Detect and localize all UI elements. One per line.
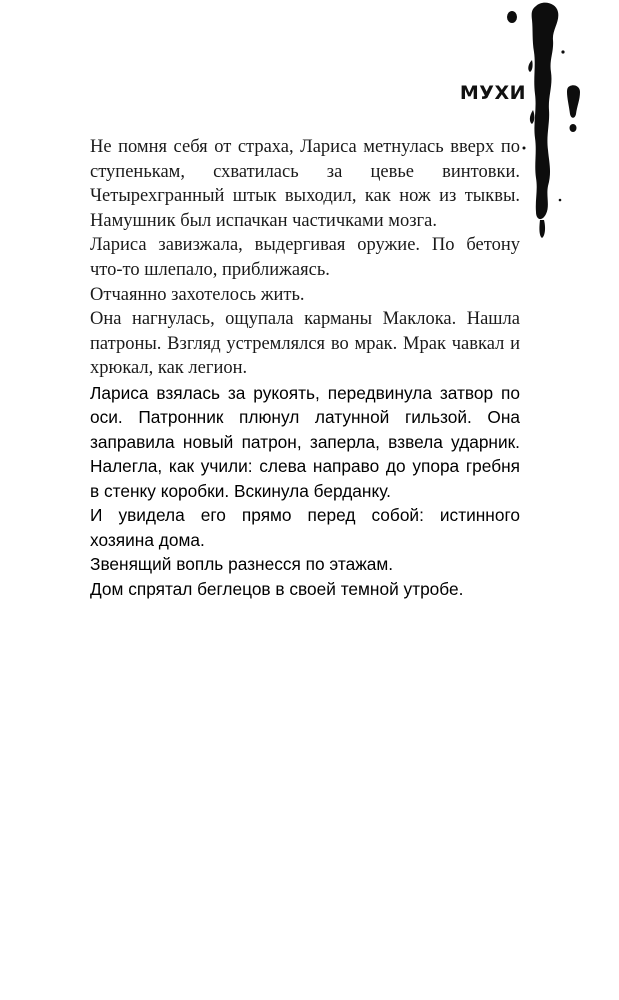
ink-dot: [507, 11, 517, 23]
paragraph: Лариса взялась за рукоять, передвинула затвор по оси. Патронник плюнул латунной гильзой. Она заправила новый патрон, заперла, взвела ударник. Налегла, как учили: слева направо до упора гребня в стенку коробки. Вскинула берданку.: [90, 382, 520, 501]
paragraph: Она нагнулась, ощупала карманы Маклока. Нашла патроны. Взгляд устремлялся во мрак. Мрак чавкал и хрюкал, как легион.: [90, 309, 520, 379]
ink-drip: [539, 220, 545, 238]
paragraph: Дом спрятал беглецов в своей темной утробе.: [90, 578, 464, 599]
paragraph: И увидела его прямо перед собой: истинного хозяина дома.: [90, 505, 520, 550]
body-text: [90, 135, 520, 601]
paragraph: Отчаянно захотелось жить.: [90, 284, 305, 305]
paragraph: Лариса завизжала, выдергивая оружие. По бетону что-то шлепало, приближаясь.: [90, 235, 520, 280]
paragraph: Не помня себя от страха, Лариса метнулась вверх по ступенькам, схватилась за цевье винтовки. Четырехгранный штык выходил, как нож из тыквы. Намушник был испачкан частичками мозга.: [90, 137, 520, 231]
paragraph: Звенящий вопль разнесся по этажам.: [90, 554, 394, 575]
exclamation-icon: [567, 85, 580, 118]
ink-drip: [532, 3, 559, 219]
running-header-title: МУХИ: [459, 82, 526, 104]
